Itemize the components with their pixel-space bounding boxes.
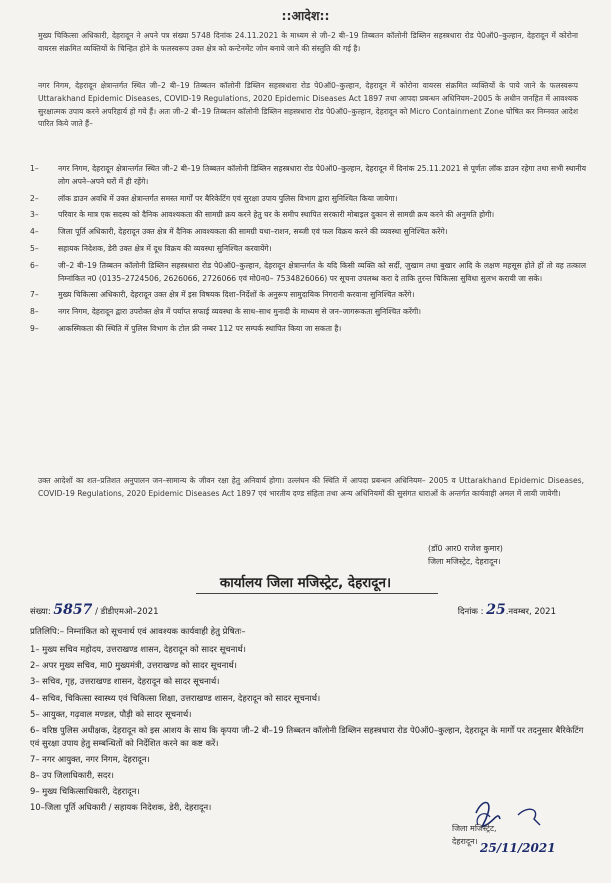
reference-suffix: / डीडीएमओ–2021 [95,607,159,617]
order-item-number: 3– [30,210,39,220]
order-item-text: लॉक डाउन अवधि में उक्त क्षेत्रान्तर्गत समस्त मार्गों पर बैरिकेटिंग एवं सुरक्षा उपाय पुलिस विभाग द्वारा सुनिश्चित किया जायेगा। [58,193,398,203]
reference-number-block [30,602,159,618]
signatory-name: (डॉ0 आर0 राजेश कुमार) [428,544,503,553]
date-rest: .नवम्बर, 2021 [505,607,556,617]
copy-item: 10–जिला पूर्ति अधिकारी / सहायक निदेशक, डेरी, देहरादून। [30,802,212,813]
order-item [30,289,586,302]
reference-date-block [458,602,556,618]
copy-item: 9– मुख्य चिकित्साधिकारी, देहरादून। [30,786,140,797]
order-item-number: 9– [30,323,39,333]
intro-paragraph-1: मुख्य चिकित्सा अधिकारी, देहरादून ने अपने पत्र संख्या 5748 दिनांक 24.11.2021 के माध्यम से जी–2 बी–19 तिब्बतन कॉलोनी डिब्लिन सहस्त्रधारा रोड पे0ऑ0–कुल्हान, देहरादून में कोरोना वायरस संक्रमित व्यक्तियों के चिन्हित होने के फलस्वरूप उक्त क्षेत्र को कन्टेनमेंट जोन बनाये जाने की संस्तुति की गई है। [38,31,578,53]
signatory-2-place: देहरादून। [452,837,478,846]
order-item-number: 5– [30,243,39,253]
order-item-text: जी–2 बी–19 तिब्बतन कॉलोनी डिब्लिन सहस्त्रधारा रोड पे0ऑ0–कुल्हान, देहरादून क्षेत्रान्तर्गत के यदि किसी व्यक्ति को सर्दी, जुखाम तथा बुखार आदि के लक्षण महसूस होते हों तो वह तत्काल निम्नांकित न0 (0135–2724506, 2626066, 2726066 एवं मो0न0– 7534826066) पर सूचना उपलब्ध करा दे ताकि तुरन्त चिकित्सा सुविधा सुलभ करायी जा सके। [58,260,586,283]
copy-item: 3– सचिव, गृह, उत्तराखण्ड शासन, देहरादून को सादर सूचनार्थ। [30,676,220,687]
order-item [30,193,586,206]
order-item [30,226,586,239]
order-item-text: मुख्य चिकित्सा अधिकारी, देहरादून उक्त क्षेत्र में इस विषयक दिशा–निर्देशों के अनुरूप सामुदायिक निगरानी करवाना सुनिश्चित करेंगे। [58,290,415,300]
office-header-underline [196,593,438,594]
reference-label: संख्या: [30,607,51,617]
order-item-text: नगर निगम, देहरादून क्षेत्रान्तर्गत स्थित जी–2 बी–19 तिब्बतन कॉलोनी डिब्लिन सहस्त्रधारा रोड पे0ऑ0–कुल्हान, देहरादून में दिनांक 25.11.2021 से पूर्णतः लॉक डाउन रहेगा तथा सभी स्थानीय लोग अपने–अपने घरों में ही रहेंगे। [58,164,586,186]
order-item-text: परिवार के मात्र एक सदस्य को दैनिक आवश्यकता की सामग्री क्रय करने हेतु घर के समीप स्थापित सरकारी मोबाइल दुकान से सामग्री क्रय करने की अनुमति होगी। [58,210,495,220]
date-day-handwritten: 25 [486,602,506,618]
copy-item: 6– वरिष्ठ पुलिस अधीक्षक, देहरादून को इस आशय के साथ कि कृपया जी–2 बी–19 तिब्बतन कॉलोनी डिब्लिन सहस्त्रधारा रोड पे0ऑ0–कुल्हान, देहरादून के मार्गों पर तदनुसार बैरिकेटिंग एवं सुरक्षा उपाय हेतु सम्बन्धितों को निर्देशित करने का कष्ट करें। [30,724,584,748]
order-item [30,260,586,286]
order-item-text: सहायक निदेशक, डेरी उक्त क्षेत्र में दूध विक्रय की व्यवस्था सुनिश्चित करवायेंगे। [58,243,272,253]
order-item [30,209,586,222]
order-item-text: जिला पूर्ति अधिकारी, देहरादून उक्त क्षेत्र में दैनिक आवश्यकता की सामग्री यथा–राशन, सब्जी एवं फल विक्रय करने की व्यवस्था सुनिश्चित करेंगे। [58,227,448,237]
reference-row [30,600,586,618]
order-item [30,163,586,189]
order-item [30,243,586,256]
signatory-designation: जिला मजिस्ट्रेट, देहरादून। [428,557,501,566]
copy-item: 5– आयुक्त, गढ़वाल मण्डल, पौड़ी को सादर सूचनार्थ। [30,708,192,719]
copy-item: 7– नगर आयुक्त, नगर निगम, देहरादून। [30,753,150,764]
order-item-number: 7– [30,290,39,300]
order-item-number: 4– [30,227,39,237]
order-item-text: नगर निगम, देहरादून द्वारा उपरोक्त क्षेत्र में पर्याप्त सफाई व्यवस्था के साथ–साथ मुनादी के माध्यम से जन–जागरूकता सुनिश्चित करेंगी। [58,307,422,317]
signatory-2-designation: जिला मजिस्ट्रेट, [452,824,497,833]
order-item-number: 6– [30,260,39,270]
copy-item: 1– मुख्य सचिव महोदय, उत्तराखण्ड शासन, देहरादून को सादर सूचनार्थ। [30,644,246,654]
signature-date-handwritten: 25/11/2021 [480,841,556,855]
order-item-number: 1– [30,164,39,173]
copy-item: 2– अपर मुख्य सचिव, मा0 मुख्यमंत्री, उत्तराखण्ड को सादर सूचनार्थ। [30,660,237,671]
signatory-block [428,542,503,568]
order-items-list [30,163,586,340]
copy-heading: प्रतिलिपि:– निम्नांकित को सूचनार्थ एवं आवश्यक कार्यवाही हेतु प्रेषितः– [30,627,246,637]
order-item [30,323,586,336]
copy-list [30,643,586,817]
order-item [30,306,586,319]
reference-number-handwritten: 5857 [53,602,93,618]
order-item-text: आकस्मिकता की स्थिति में पुलिस विभाग के टोल फ्री नम्बर 112 पर सम्पर्क स्थापित किया जा सकता है। [58,323,342,333]
order-title: ::आदेश:: [281,8,330,23]
intro-paragraph-2: नगर निगम, देहरादून क्षेत्रान्तर्गत स्थित जी–2 बी–19 तिब्बतन कॉलोनी डिब्लिन सहस्त्रधारा रोड पे0ऑ0–कुल्हान, देहरादून में कोरोना वायरस संक्रमित व्यक्तियों के पाये जाने के फलस्वरूप Uttarakhand Epidemic Diseases, COVID-19 Regulations, 2020 Epidemic Diseases Act 1897 तथा आपदा प्रबन्धन अधिनियम–2005 के अधीन जनहित में आवश्यक सुरक्षात्मक उपाय करने अपरिहार्य हो गये हैं। अतः जी–2 बी–19 तिब्बतन कॉलोनी डिब्लिन सहस्त्रधारा रोड पे0ऑ0–कुल्हान, देहरादून को Micro Containment Zone घोषित कर निम्नवत आदेश पारित किये जाते हैं– [38,81,578,129]
closing-paragraph: उक्त आदेशों का शत–प्रतिशत अनुपालन जन–सामान्य के जीवन रक्षा हेतु अनिवार्य होगा। उल्लंघन की स्थिति में आपदा प्रबन्धन अधिनियम– 2005 व Uttarakhand Epidemic Diseases, COVID-19 Regulations, 2020 Epidemic Diseases Act 1897 एवं भारतीय दण्ड संहिता तथा अन्य अधिनियमों की सुसंगत धाराओं के अन्तर्गत कार्यवाही अमल में लायी जायेगी। [38,476,584,498]
order-item-number: 2– [30,193,39,203]
office-header: कार्यालय जिला मजिस्ट्रेट, देहरादून। [219,575,392,591]
order-item-number: 8– [30,307,39,317]
date-label: दिनांक : [457,607,484,617]
signatory-block-2 [452,822,556,855]
copy-item: 8– उप जिलाधिकारी, सदर। [30,769,114,780]
copy-item: 4– सचिव, चिकित्सा स्वास्थ्य एवं चिकित्सा शिक्षा, उत्तराखण्ड शासन, देहरादून को सादर सूचनार्थ। [30,692,321,703]
